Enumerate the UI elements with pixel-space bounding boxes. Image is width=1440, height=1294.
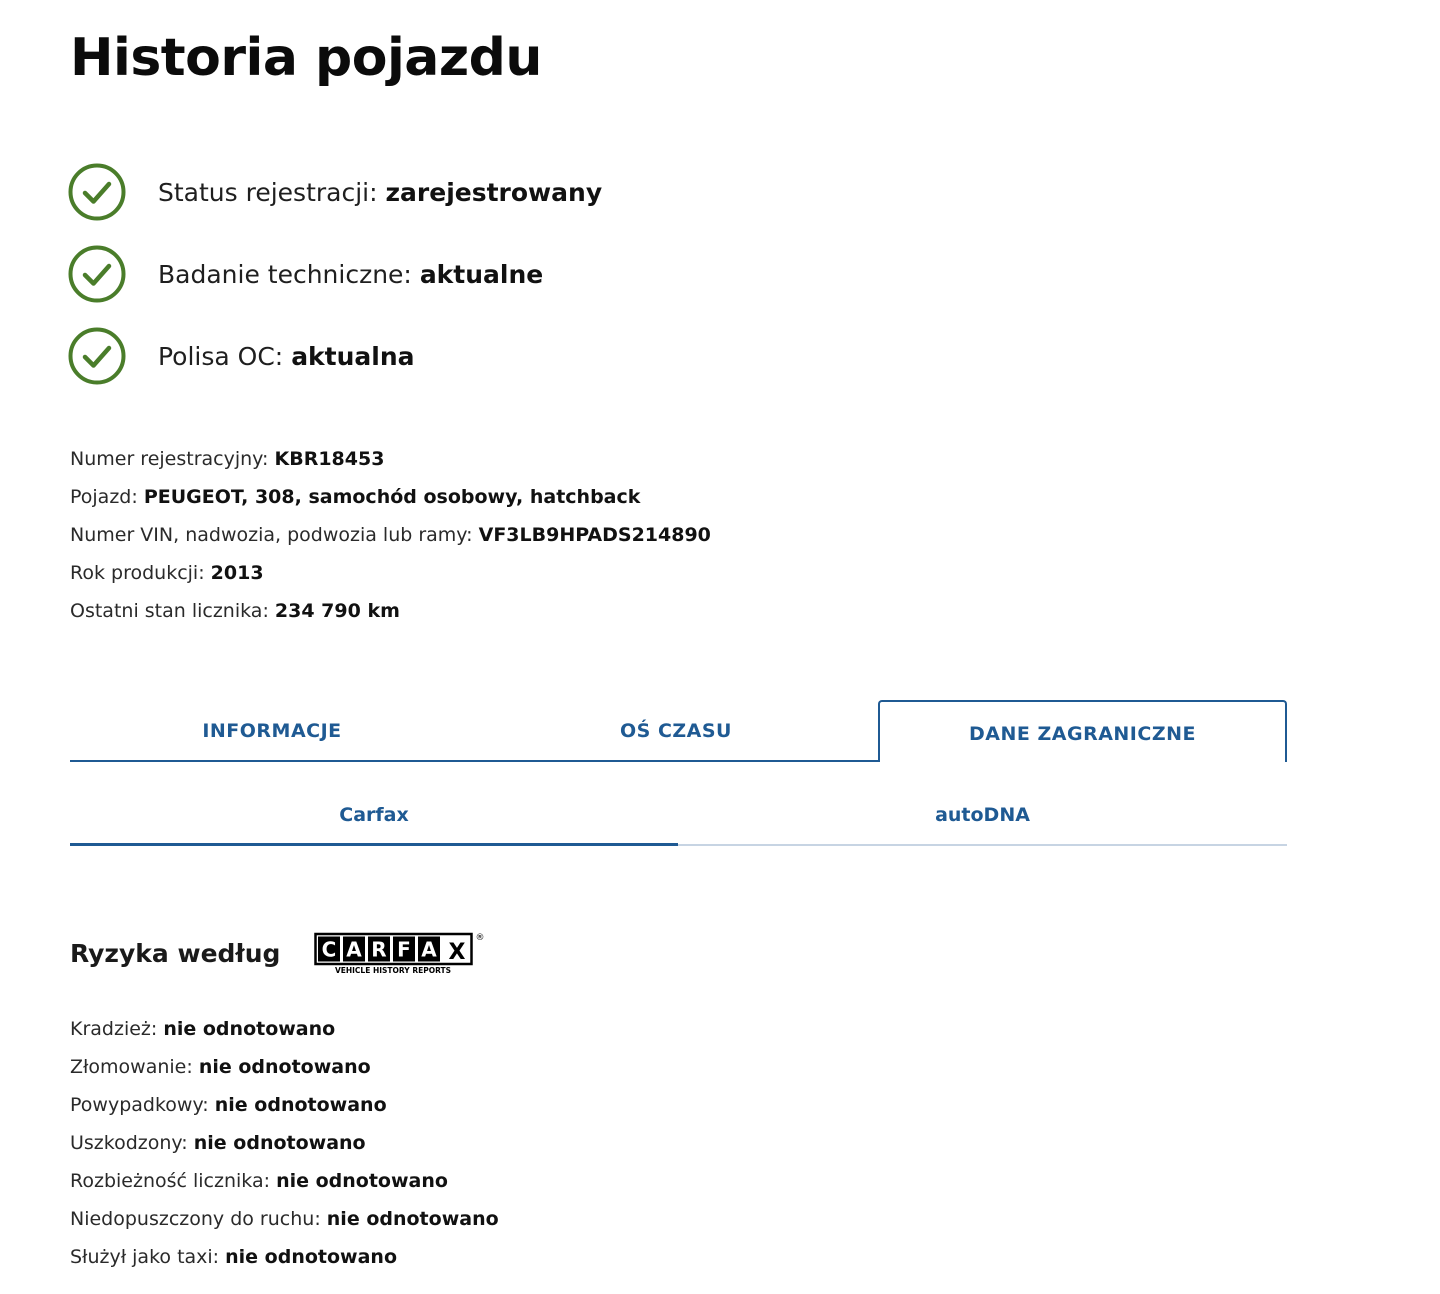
risk-label: Kradzież: xyxy=(70,1018,158,1040)
registered-mark: ® xyxy=(475,933,485,943)
risk-label: Rozbieżność licznika: xyxy=(70,1170,271,1192)
status-value: aktualne xyxy=(419,259,544,289)
risk-row-odometer-discrepancy xyxy=(70,1162,499,1200)
carfax-letter: R xyxy=(371,937,388,962)
sub-tabs xyxy=(70,786,1287,848)
risk-value: nie odnotowano xyxy=(198,1056,371,1078)
detail-label: Numer VIN, nadwozia, podwozia lub ramy: xyxy=(70,524,473,546)
risk-list xyxy=(70,1010,499,1276)
vehicle-details xyxy=(70,440,711,630)
detail-value: VF3LB9HPADS214890 xyxy=(478,524,711,546)
detail-label: Pojazd: xyxy=(70,486,138,508)
subtab-autodna[interactable]: autoDNA xyxy=(678,786,1287,846)
risk-value: nie odnotowano xyxy=(214,1094,387,1116)
risk-value: nie odnotowano xyxy=(276,1170,448,1192)
carfax-letter: A xyxy=(346,937,363,962)
status-value: aktualna xyxy=(291,341,415,371)
page-title: Historia pojazdu xyxy=(70,28,542,88)
risk-title: Ryzyka według xyxy=(70,938,281,968)
carfax-logo xyxy=(314,928,490,978)
carfax-letter: F xyxy=(397,937,412,962)
risk-row-scrapped xyxy=(70,1048,499,1086)
status-value: zarejestrowany xyxy=(385,177,603,207)
main-tabs xyxy=(70,700,1287,762)
subtab-carfax[interactable]: Carfax xyxy=(70,786,678,846)
risk-row-accident xyxy=(70,1086,499,1124)
check-circle-icon xyxy=(68,245,126,303)
status-label: Badanie techniczne: xyxy=(158,259,412,289)
risk-label: Powypadkowy: xyxy=(70,1094,209,1116)
detail-value: 2013 xyxy=(210,562,264,584)
risk-value: nie odnotowano xyxy=(163,1018,336,1040)
detail-value: KBR18453 xyxy=(274,448,385,470)
tab-os-czasu[interactable]: OŚ CZASU xyxy=(620,720,732,742)
carfax-tagline: VEHICLE HISTORY REPORTS xyxy=(335,966,452,975)
status-row-insurance xyxy=(68,327,602,385)
carfax-letter: A xyxy=(421,937,438,962)
status-label: Polisa OC: xyxy=(158,341,284,371)
detail-value: 234 790 km xyxy=(274,600,400,622)
risk-label: Służył jako taxi: xyxy=(70,1246,220,1268)
detail-value: PEUGEOT, 308, samochód osobowy, hatchback xyxy=(143,486,641,508)
check-circle-icon xyxy=(68,163,126,221)
carfax-letter: X xyxy=(448,940,466,965)
detail-label: Numer rejestracyjny: xyxy=(70,448,269,470)
risk-value: nie odnotowano xyxy=(193,1132,366,1154)
detail-label: Rok produkcji: xyxy=(70,562,205,584)
carfax-letter: C xyxy=(322,937,337,962)
check-circle-icon xyxy=(68,327,126,385)
status-label: Status rejestracji: xyxy=(158,177,378,207)
risk-row-damaged xyxy=(70,1124,499,1162)
status-text xyxy=(158,178,602,207)
status-list xyxy=(68,163,602,409)
detail-odometer xyxy=(70,592,711,630)
risk-row-taxi xyxy=(70,1238,499,1276)
risk-value: nie odnotowano xyxy=(225,1246,398,1268)
status-text xyxy=(158,342,415,371)
tab-dane-zagraniczne[interactable]: DANE ZAGRANICZNE xyxy=(878,700,1287,762)
risk-label: Uszkodzony: xyxy=(70,1132,188,1154)
risk-row-not-roadworthy xyxy=(70,1200,499,1238)
tab-informacje[interactable]: INFORMACJE xyxy=(202,720,342,742)
risk-row-theft xyxy=(70,1010,499,1048)
detail-vehicle xyxy=(70,478,711,516)
risk-value: nie odnotowano xyxy=(326,1208,499,1230)
status-text xyxy=(158,260,543,289)
risk-header xyxy=(70,928,490,978)
risk-label: Niedopuszczony do ruchu: xyxy=(70,1208,321,1230)
detail-vin xyxy=(70,516,711,554)
risk-label: Złomowanie: xyxy=(70,1056,193,1078)
detail-production-year xyxy=(70,554,711,592)
detail-registration-number xyxy=(70,440,711,478)
status-row-inspection xyxy=(68,245,602,303)
detail-label: Ostatni stan licznika: xyxy=(70,600,269,622)
status-row-registration xyxy=(68,163,602,221)
